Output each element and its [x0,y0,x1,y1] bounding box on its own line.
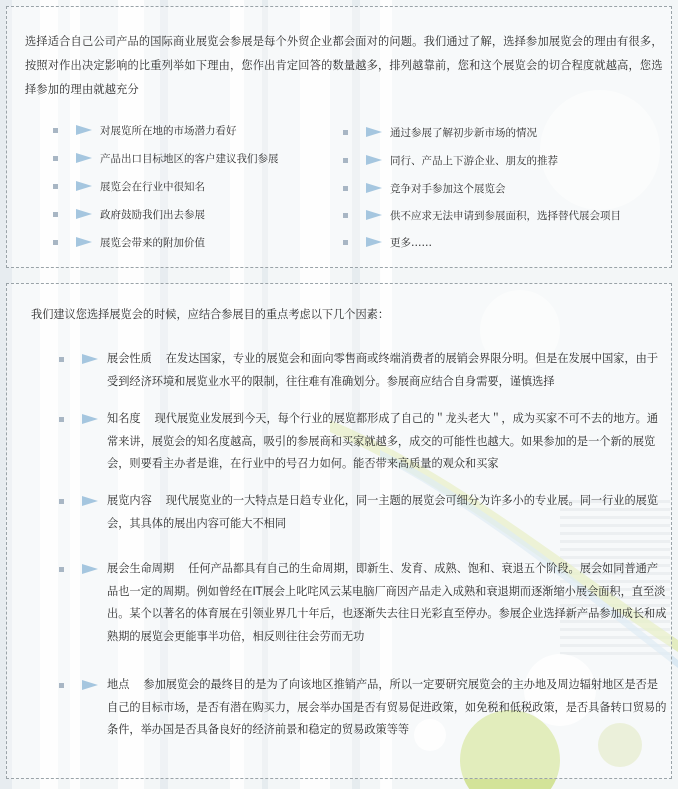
square-bullet-icon [53,212,58,217]
list-item: 产品出口目标地区的客户建议我们参展 [53,150,279,166]
factor-body: 任何产品都具有自己的生命周期，即新生、发育、成熟、饱和、衰退五个阶段。展会如同普通产品也一定的周期。例如曾经在IT展会上叱咤风云某电脑厂商因产品走入成熟和衰退期而逐渐缩小展会面积，直至淡出。某个以著名的体育展在引领业界几十年后，也逐渐失去往日光彩直至停办。参展企业选择新产品参加成长和成熟期的展览会更能事半功倍，相反则往往会劳而无功 [107,562,667,643]
factor-body: 现代展览业的一大特点是日趋专业化，同一主题的展览会可细分为许多小的专业展。同一行业的展览会，其具体的展出内容可能大不相同 [107,494,659,530]
reasons-panel [6,6,672,268]
advice-text: 我们建议您选择展览会的时候，应结合参展目的重点考虑以下几个因素： [31,308,390,321]
square-bullet-icon [53,128,58,133]
arrow-bullet-icon [82,564,98,574]
list-item: 供不应求无法申请到参展面积，选择替代展会项目 [343,207,621,223]
square-bullet-icon [59,683,64,688]
list-item: 展览会在行业中很知名 [53,178,205,194]
factor-title: 展会生命周期 [107,562,175,575]
factor-title: 知名度 [107,412,141,425]
list-item: 更多…… [343,234,432,250]
factor-title: 展会性质 [107,352,152,365]
arrow-bullet-icon [366,237,382,247]
square-bullet-icon [343,186,348,191]
factor-body: 在发达国家，专业的展览会和面向零售商或终端消费者的展销会界限分明。但是在发展中国家，由于受到经济环境和展览业水平的限制，往往难有准确划分。参展商应结合自身需要，谨慎选择 [107,352,659,388]
list-item: 展览会带来的附加价值 [53,234,205,250]
square-bullet-icon [59,357,64,362]
factor-body: 现代展览业发展到今天，每个行业的展览都形成了自己的＂龙头老大＂，成为买家不可不去的地方。通常来讲，展览会的知名度越高，吸引的参展商和买家就越多，成交的可能性也越大。如果参加的是一个新的展览会，则要看主办者是谁，在行业中的号召力如何。能否带来高质量的观众和买家 [107,412,659,470]
list-item: 政府鼓励我们出去参展 [53,206,205,222]
arrow-bullet-icon [366,155,382,165]
arrow-bullet-icon [76,125,92,135]
arrow-bullet-icon [366,183,382,193]
arrow-bullet-icon [76,209,92,219]
square-bullet-icon [53,184,58,189]
factors-panel [6,283,672,779]
arrow-bullet-icon [76,153,92,163]
list-item: 对展览所在地的市场潜力看好 [53,122,237,138]
arrow-bullet-icon [366,127,382,137]
list-item: 竞争对手参加这个展览会 [343,180,506,196]
square-bullet-icon [343,158,348,163]
list-item: 通过参展了解初步新市场的情况 [343,124,537,140]
factor-title: 展览内容 [107,494,152,507]
arrow-bullet-icon [366,210,382,220]
factor-title: 地点 [107,678,130,691]
arrow-bullet-icon [82,354,98,364]
square-bullet-icon [59,417,64,422]
square-bullet-icon [343,130,348,135]
arrow-bullet-icon [82,414,98,424]
square-bullet-icon [53,240,58,245]
square-bullet-icon [343,213,348,218]
arrow-bullet-icon [82,496,98,506]
arrow-bullet-icon [76,237,92,247]
factor-body: 参加展览会的最终目的是为了向该地区推销产品，所以一定要研究展览会的主办地及周边辐射地区是否是自己的目标市场，是否有潜在购买力，展会举办国是否有贸易促进政策，如免税和低税政策，是否具备转口贸易的条件，举办国是否具备良好的经济前景和稳定的贸易政策等等 [107,678,667,736]
square-bullet-icon [59,567,64,572]
square-bullet-icon [53,156,58,161]
list-item: 同行、产品上下游企业、朋友的推荐 [343,152,558,168]
square-bullet-icon [59,499,64,504]
square-bullet-icon [343,240,348,245]
intro-paragraph: 选择适合自己公司产品的国际商业展览会参展是每个外贸企业都会面对的问题。我们通过了解，选择参加展览会的理由有很多，按照对作出决定影响的比重列举如下理由，您作出肯定回答的数量越多，排列越靠前，您和这个展览会的切合程度就越高，您选择参加的理由就越充分 [25,35,663,96]
arrow-bullet-icon [82,680,98,690]
arrow-bullet-icon [76,181,92,191]
